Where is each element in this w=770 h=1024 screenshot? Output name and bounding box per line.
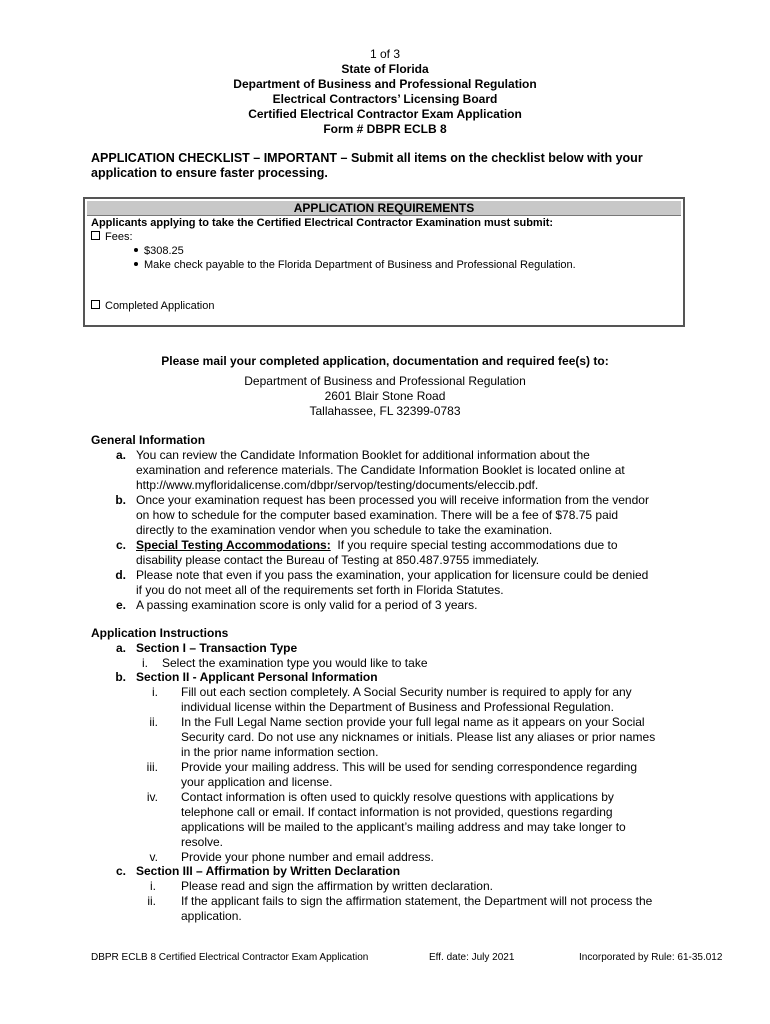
bullet-icon	[134, 248, 138, 252]
page-number: 1 of 3	[369, 47, 401, 61]
instr-b-label: b.	[115, 670, 126, 684]
general-c-line-1	[136, 538, 618, 553]
header-board: Electrical Contractors’ Licensing Board	[272, 92, 498, 106]
mail-heading: Please mail your completed application, documentation and required fee(s) to:	[161, 354, 609, 368]
general-b-line-2: on how to schedule for the computer based examination. There will be a fee of $78.75 paid	[136, 508, 619, 522]
instr-b-title: Section II - Applicant Personal Information	[136, 670, 378, 684]
header-state: State of Florida	[341, 62, 429, 76]
instr-b-iii-label: iii.	[146, 760, 158, 774]
instr-a-i-label: i.	[142, 656, 148, 670]
instr-b-iv-line-4: resolve.	[181, 835, 224, 849]
instr-c-label: c.	[115, 864, 126, 878]
instr-c-title: Section III – Affirmation by Written Declaration	[136, 864, 401, 878]
checkbox-icon	[91, 300, 100, 309]
general-a-line-2: examination and reference materials. The Candidate Information Booklet is located online at	[136, 463, 625, 477]
footer-form-name: DBPR ECLB 8 Certified Electrical Contractor Exam Application	[91, 952, 369, 963]
instr-c-ii-line-2: application.	[181, 909, 242, 923]
special-testing-text: If you require special testing accommodations due to	[337, 538, 618, 552]
instr-b-ii-line-2: Security card. Do not use any nicknames or initials. Please list any aliases or prior names	[181, 730, 656, 744]
checkbox-icon	[91, 231, 100, 240]
instr-b-iv-line-3: applications will be mailed to the applicant’s mailing address and may take longer to	[181, 820, 626, 834]
instr-b-iv-label: iv.	[146, 790, 158, 804]
instr-c-i-text: Please read and sign the affirmation by written declaration.	[181, 879, 493, 893]
general-d-line-2: if you do not meet all of the requirements set forth in Florida Statutes.	[136, 583, 504, 597]
instr-c-i-label: i.	[150, 879, 156, 893]
footer-rule: Incorporated by Rule: 61-35.012	[579, 952, 723, 963]
general-c-line-2: disability please contact the Bureau of Testing at 850.487.9755 immediately.	[136, 553, 540, 567]
completed-application-item	[91, 300, 214, 313]
general-c-label: c.	[115, 538, 126, 552]
instr-a-i-text: Select the examination type you would like to take	[162, 656, 428, 670]
bullet-icon	[134, 262, 138, 266]
instr-c-ii-label: ii.	[147, 894, 156, 908]
fee-note: Make check payable to the Florida Department of Business and Professional Regulation.	[144, 259, 576, 271]
completed-application-label: Completed Application	[105, 300, 215, 312]
checklist-line-1: APPLICATION CHECKLIST – IMPORTANT – Submit all items on the checklist below with your	[91, 151, 643, 165]
fee-amount: $308.25	[144, 245, 184, 257]
instr-b-iv-line-1: Contact information is often used to quickly resolve questions with applications by	[181, 790, 614, 804]
instr-a-label: a.	[115, 641, 126, 655]
header-department: Department of Business and Professional Regulation	[233, 77, 537, 91]
requirements-title: APPLICATION REQUIREMENTS	[87, 201, 681, 216]
instr-b-ii-label: ii.	[149, 715, 158, 729]
requirements-intro: Applicants applying to take the Certified Electrical Contractor Examination must submit:	[91, 217, 554, 229]
mail-line-3: Tallahassee, FL 32399-0783	[309, 404, 461, 418]
general-d-label: d.	[115, 568, 126, 582]
fee-note-item	[134, 259, 576, 272]
instr-b-ii-line-3: in the prior name information section.	[181, 745, 379, 759]
general-info-title: General Information	[91, 433, 206, 447]
general-d-line-1: Please note that even if you pass the examination, your application for licensure could be denied	[136, 568, 649, 582]
instr-b-v-text: Provide your phone number and email address.	[181, 850, 434, 864]
fee-amount-item	[134, 245, 184, 258]
general-a-line-3: http://www.myfloridalicense.com/dbpr/servop/testing/documents/eleccib.pdf.	[136, 478, 539, 492]
instr-b-i-line-2: individual license within the Department of Business and Professional Regulation.	[181, 700, 614, 714]
instr-b-iv-line-2: telephone call or email. If contact information is not provided, questions regarding	[181, 805, 613, 819]
instr-b-i-line-1: Fill out each section completely. A Social Security number is required to apply for any	[181, 685, 632, 699]
header-form-number: Form # DBPR ECLB 8	[323, 122, 447, 136]
checklist-line-2: application to ensure faster processing.	[91, 166, 328, 180]
instr-b-ii-line-1: In the Full Legal Name section provide your full legal name as it appears on your Social	[181, 715, 645, 729]
instr-a-title: Section I – Transaction Type	[136, 641, 298, 655]
fees-label: Fees:	[105, 231, 133, 243]
mail-line-1: Department of Business and Professional Regulation	[244, 374, 526, 388]
instr-b-v-label: v.	[149, 850, 158, 864]
footer-effective-date: Eff. date: July 2021	[429, 952, 515, 963]
instructions-title: Application Instructions	[91, 626, 229, 640]
application-checklist	[91, 151, 691, 181]
instr-b-iii-line-1: Provide your mailing address. This will be used for sending correspondence regarding	[181, 760, 638, 774]
fees-item	[91, 231, 133, 244]
general-a-line-1: You can review the Candidate Information Booklet for additional information about the	[136, 448, 590, 462]
special-testing-title: Special Testing Accommodations:	[136, 538, 331, 552]
mail-line-2: 2601 Blair Stone Road	[324, 389, 446, 403]
instr-c-ii-line-1: If the applicant fails to sign the affirmation statement, the Department will not process the	[181, 894, 653, 908]
header-application: Certified Electrical Contractor Exam Application	[248, 107, 522, 121]
general-b-line-1: Once your examination request has been processed you will receive information from the vendor	[136, 493, 649, 507]
general-b-line-3: directly to the examination vendor when you schedule to take the examination.	[136, 523, 553, 537]
general-a-label: a.	[115, 448, 126, 462]
instr-b-iii-line-2: your application and license.	[181, 775, 333, 789]
instr-b-i-label: i.	[152, 685, 158, 699]
general-e-line-1: A passing examination score is only valid for a period of 3 years.	[136, 598, 478, 612]
requirements-box	[83, 197, 685, 327]
general-e-label: e.	[115, 598, 126, 612]
general-b-label: b.	[115, 493, 126, 507]
